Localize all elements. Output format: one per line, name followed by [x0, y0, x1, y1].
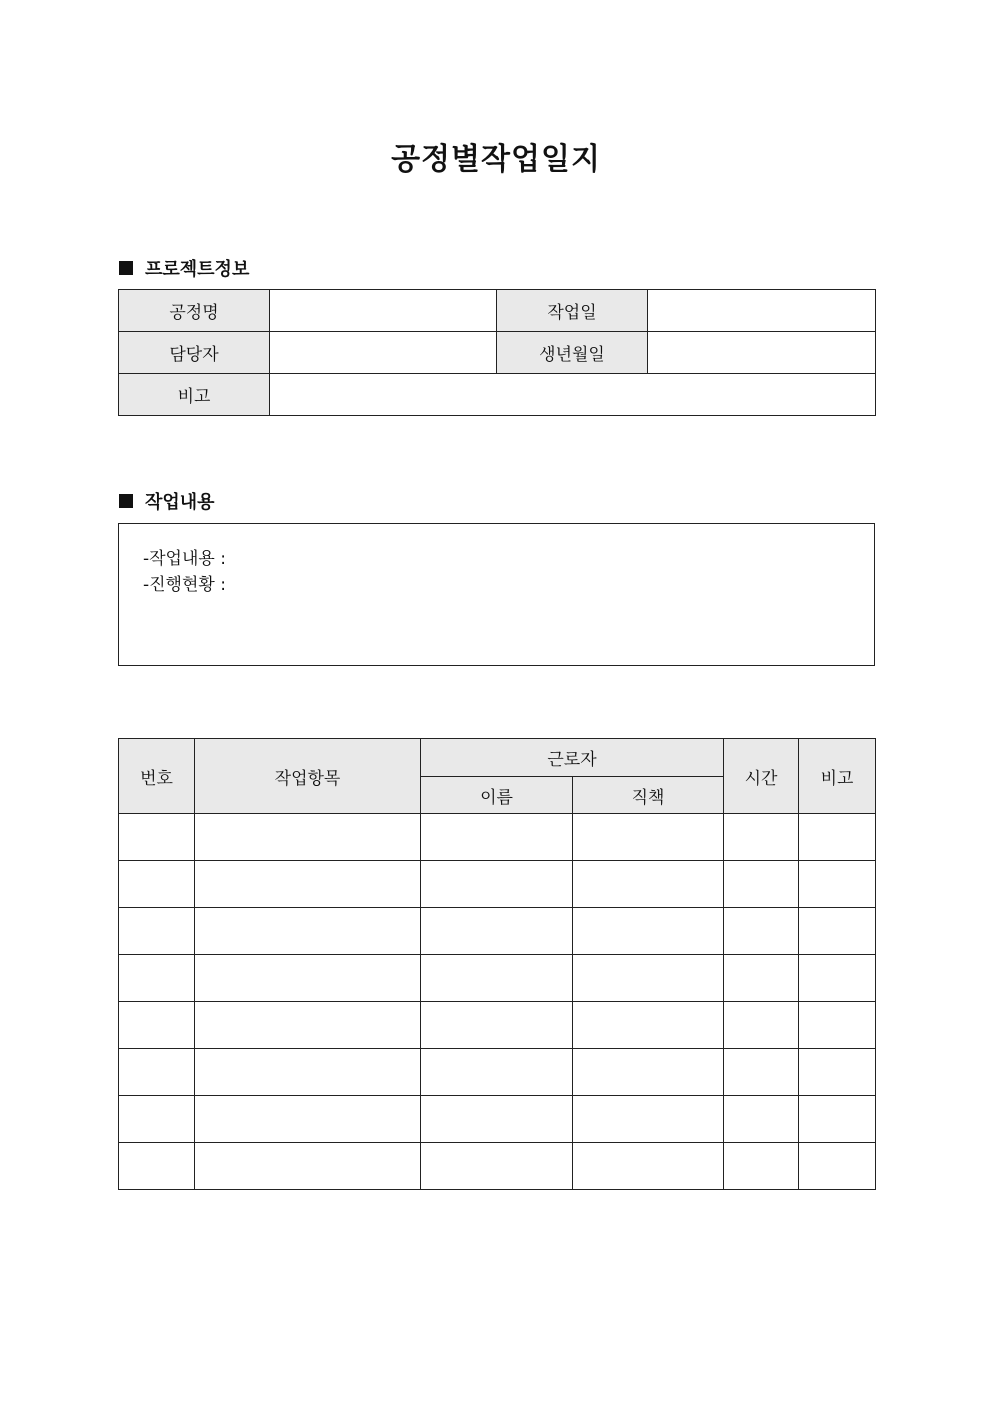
name-cell[interactable]	[421, 1049, 573, 1096]
project-info-table	[118, 289, 876, 416]
number-cell[interactable]	[119, 1002, 195, 1049]
work-item-cell[interactable]	[195, 861, 421, 908]
position-cell[interactable]	[573, 908, 724, 955]
remarks-cell[interactable]	[799, 1049, 876, 1096]
header-time: 시간	[724, 739, 799, 814]
table-row	[119, 374, 876, 416]
time-cell[interactable]	[724, 861, 799, 908]
name-cell[interactable]	[421, 861, 573, 908]
number-cell[interactable]	[119, 955, 195, 1002]
position-cell[interactable]	[573, 1096, 724, 1143]
table-row	[119, 1096, 876, 1143]
work-item-cell[interactable]	[195, 908, 421, 955]
header-work-item: 작업항목	[195, 739, 421, 814]
work-item-cell[interactable]	[195, 814, 421, 861]
position-cell[interactable]	[573, 1143, 724, 1190]
header-position: 직책	[573, 777, 724, 814]
square-bullet-icon	[119, 494, 133, 508]
time-cell[interactable]	[724, 955, 799, 1002]
remarks-cell[interactable]	[799, 955, 876, 1002]
number-cell[interactable]	[119, 861, 195, 908]
name-cell[interactable]	[421, 1002, 573, 1049]
table-row	[119, 955, 876, 1002]
remarks-cell[interactable]	[799, 1143, 876, 1190]
header-worker: 근로자	[421, 739, 724, 777]
table-row	[119, 814, 876, 861]
time-cell[interactable]	[724, 908, 799, 955]
birthdate-label: 생년월일	[497, 332, 648, 374]
work-item-cell[interactable]	[195, 1049, 421, 1096]
work-content-box[interactable]	[118, 523, 875, 666]
name-cell[interactable]	[421, 1096, 573, 1143]
process-name-label: 공정명	[119, 290, 270, 332]
position-cell[interactable]	[573, 1049, 724, 1096]
header-number: 번호	[119, 739, 195, 814]
name-cell[interactable]	[421, 1143, 573, 1190]
process-name-field[interactable]	[270, 290, 497, 332]
remarks-cell[interactable]	[799, 861, 876, 908]
table-row	[119, 1049, 876, 1096]
manager-label: 담당자	[119, 332, 270, 374]
work-date-field[interactable]	[648, 290, 876, 332]
header-name: 이름	[421, 777, 573, 814]
number-cell[interactable]	[119, 814, 195, 861]
remarks-cell[interactable]	[799, 908, 876, 955]
table-row	[119, 908, 876, 955]
position-cell[interactable]	[573, 1002, 724, 1049]
number-cell[interactable]	[119, 908, 195, 955]
remarks-cell[interactable]	[799, 814, 876, 861]
work-item-cell[interactable]	[195, 955, 421, 1002]
table-row	[119, 861, 876, 908]
position-cell[interactable]	[573, 861, 724, 908]
time-cell[interactable]	[724, 1049, 799, 1096]
section-heading-project-info	[119, 255, 249, 281]
work-content-line: -작업내용 :	[143, 549, 226, 569]
number-cell[interactable]	[119, 1049, 195, 1096]
birthdate-field[interactable]	[648, 332, 876, 374]
name-cell[interactable]	[421, 908, 573, 955]
table-row	[119, 1002, 876, 1049]
time-cell[interactable]	[724, 1143, 799, 1190]
manager-field[interactable]	[270, 332, 497, 374]
table-header-row	[119, 739, 876, 777]
name-cell[interactable]	[421, 814, 573, 861]
table-row	[119, 290, 876, 332]
time-cell[interactable]	[724, 1096, 799, 1143]
time-cell[interactable]	[724, 814, 799, 861]
position-cell[interactable]	[573, 955, 724, 1002]
remarks-cell[interactable]	[799, 1096, 876, 1143]
section-heading-label: 작업내용	[145, 492, 215, 513]
work-item-cell[interactable]	[195, 1096, 421, 1143]
work-date-label: 작업일	[497, 290, 648, 332]
section-heading-label: 프로젝트정보	[145, 259, 250, 280]
remarks-cell[interactable]	[799, 1002, 876, 1049]
remarks-field[interactable]	[270, 374, 876, 416]
document-title: 공정별작업일지	[391, 142, 601, 177]
position-cell[interactable]	[573, 814, 724, 861]
work-item-cell[interactable]	[195, 1143, 421, 1190]
section-heading-work-content	[119, 488, 215, 514]
table-row	[119, 332, 876, 374]
remarks-label: 비고	[119, 374, 270, 416]
number-cell[interactable]	[119, 1096, 195, 1143]
time-cell[interactable]	[724, 1002, 799, 1049]
work-log-table	[118, 738, 876, 1190]
table-row	[119, 1143, 876, 1190]
progress-status-line: -진행현황 :	[143, 575, 226, 595]
number-cell[interactable]	[119, 1143, 195, 1190]
name-cell[interactable]	[421, 955, 573, 1002]
work-item-cell[interactable]	[195, 1002, 421, 1049]
square-bullet-icon	[119, 261, 133, 275]
header-remarks: 비고	[799, 739, 876, 814]
